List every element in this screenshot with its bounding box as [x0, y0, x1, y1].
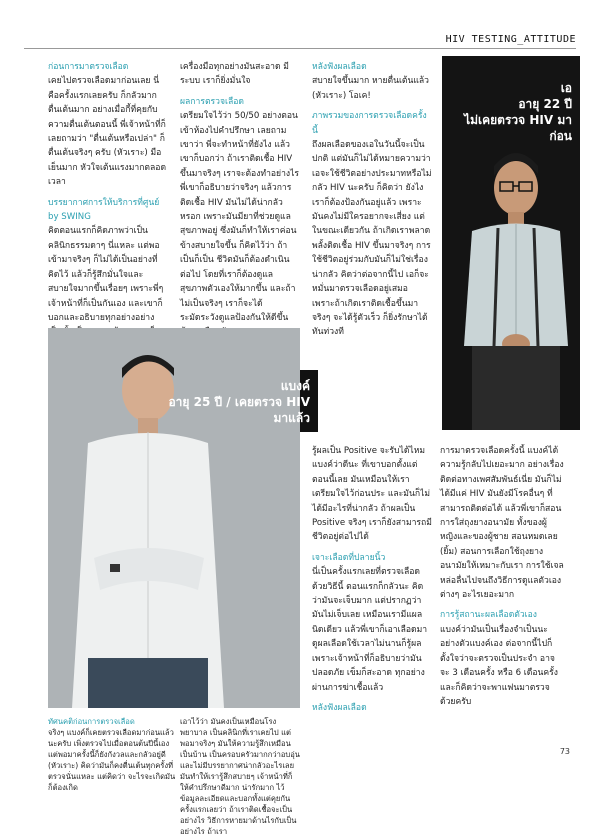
paragraph: สบายใจขึ้นมาก หายตื่นเต้นแล้ว (หัวเราะ) โอเค!: [312, 76, 429, 101]
subheading-after-result: หลังฟังผลเลือด: [312, 702, 367, 713]
paragraph: เคยไปตรวจเลือดมาก่อนเลย นี่คือครั้งแรกเลยครับ ก็กลัวมาก ตื่นเต้นมาก อย่างเมื่อกี้ที่คุยกับความตื่นเต้นตอนนี้ พี่เจ้าหน้าที่ก็เลยถามว่า "ตื่นเต้นหรือเปล่า" ก็ตื่นเต้นจริงๆ ครับ (หัวเราะ) มือเย็นมาก หัวใจเต้นแรงมากตลอดเวลา: [48, 76, 167, 188]
section-label: HIV TESTING_ATTITUDE: [445, 34, 576, 45]
paragraph: เครื่องมือทุกอย่างมันสะอาด มีระบบ เราก็ยิ่งมั่นใจ: [180, 62, 289, 87]
subheading-service-atmosphere: บรรยากาศการให้บริการที่ศูนย์ by SWING: [48, 197, 160, 223]
caption-name: เอ: [560, 81, 572, 95]
article-column-bottom-left: [48, 716, 176, 793]
subheading-finger-prick: เจาะเลือดที่ปลายนิ้ว: [312, 552, 386, 563]
caption-age: อายุ 22 ปี: [518, 97, 572, 111]
paragraph: แบงค์ว่ามันเป็นเรื่องจำเป็นนะ อย่างตัวแบงค์เอง ต่อจากนี้ไปก็ตั้งใจว่าจะตรวจเป็นประจำ อาจจะ 3 เดือนครั้ง หรือ 6 เดือนครั้ง และก็คิดว่าจะพาแฟนมาตรวจด้วยครับ: [440, 624, 558, 707]
article-column-bottom-mid: [180, 716, 300, 837]
subheading-before-test: ก่อนการมาตรวจเลือด: [48, 62, 129, 72]
paragraph: การมาตรวจเลือดครั้งนี้ แบงค์ได้ความรู้กลับไปเยอะมาก อย่างเรื่องติดต่อทางเพศสัมพันธ์เนี่ย มันก็ไม่ได้มีแค่ HIV มันยังมีโรคอื่นๆ ที่สามารถติดต่อได้ แล้วพี่เขาก็สอนการใส่ถุงยางอนามัย ทั้งของผู้หญิงและของผู้ชาย สอนหมดเลย (ยิ้ม) สอนการเลือกใช้ถุงยางอนามัยให้เหมาะกับเรา การใช้เจลหล่อลื่นไปจนถึงวิธีการดูแลตัวเองต่างๆ อะไรเยอะมาก: [440, 446, 564, 601]
paragraph: ถึงผลเลือดของเอในวันนี้จะเป็นปกติ แต่มันก็ไม่ได้หมายความว่าเอจะใช้ชีวิตอย่างประมาทหรือไม่กลัว HIV นะครับ ก็คิดว่า ยังไงเราก็ต้องป้องกันอยู่แล้ว เพราะมันคงไม่มีใครอยากจะเสี่ยง แต่ในขณะเดียวกัน ถ้าเกิดเราพลาดพลั้งติดเชื้อ HIV ขึ้นมาจริงๆ การใช้ชีวิตอยู่ร่วมกับมันก็ไม่ใช่เรื่องน่ากลัว คิดว่าต่อจากนี้ไป เอก็จะหมั่นมาตรวจเลือดอยู่เสมอ เพราะถ้าเกิดเราติดเชื้อขึ้นมาจริงๆ จะได้รู้ตัวเร็ว ก็ยิ่งรักษาได้ทันท่วงที: [312, 140, 432, 338]
article-column-2: [180, 60, 300, 346]
paragraph: จริงๆ แบงค์ก็เคยตรวจเลือดมาก่อนแล้วนะครับ เพิ่งตรวจไปเมื่อตอนต้นปีนี้เอง แต่พอมาครั้งนี้ก็ยังกังวลและกลัวอยู่ดี (หัวเราะ) คิดว่ามันก็คงตื่นเต้นทุกครั้งที่ตรวจนั่นแหละ แต่คิดว่า จะไรจะเกิดมันก็ต้องเกิด: [48, 728, 176, 792]
subheading-after-result: หลังฟังผลเลือด: [312, 62, 367, 72]
caption-status: ไม่เคยตรวจ HIV มาก่อน: [464, 113, 572, 143]
page-number: 73: [559, 747, 570, 756]
paragraph: นี่เป็นครั้งแรกเลยที่ตรวจเลือดด้วยวิธีนี้ ตอนแรกก็กลัวนะ คิดว่ามันจะเจ็บมาก แต่ปรากฏว่ามันไม่เจ็บเลย เหมือนเรามีแผลนิดเดียว แล้วพี่เขาก็เอาเลือดมาดูผลเลือดใช้เวลาไม่นานก็รู้ผล เพราะเจ้าหน้าที่ก็อธิบายว่ามันปลอดภัย เข็มก็สะอาด ทุกอย่างผ่านการฆ่าเชื้อแล้ว: [312, 567, 428, 693]
subheading-overview: ภาพรวมของการตรวจเลือดครั้งนี้: [312, 111, 427, 136]
caption-age-status: อายุ 25 ปี / เคยตรวจ HIV มาแล้ว: [168, 395, 310, 425]
article-column-bottom-3: [312, 444, 432, 715]
subheading-know-status: การรู้สถานะผลเลือดตัวเอง: [440, 610, 537, 621]
subheading-blood-result: ผลการตรวจเลือด: [180, 96, 244, 107]
subheading-attitude-before: ทัศนคติก่อนการตรวจเลือด: [48, 717, 135, 726]
paragraph: เอาไว้ว่า มันคงเป็นเหมือนโรงพยาบาล เป็นคลินิกที่เราเคยไป แต่พอมาจริงๆ มันให้ความรู้สึกเหมือนเป็นบ้าน เป็นครอบครัวมากกว่าอบอุ่น และไม่มีบรรยากาศน่ากลัวอะไรเลย มันทำให้เรารู้สึกสบายๆ เจ้าหน้าที่ก็ให้คำปรึกษาดีมาก น่ารักมาก ไว้ข้อมูลละเอียดและบอกทั้งแต่คุยกันครั้งแรกเลยว่า ถ้าเราติดเชื้อจะเป็นอย่างไร วิธีการหายมาด้านไรกับเป็นอย่างไร ถ้าเรา: [180, 717, 300, 836]
caption-person-bank: [160, 378, 310, 426]
header-divider: [24, 48, 576, 49]
article-column-bottom-4: [440, 444, 564, 715]
article-column-3: [312, 60, 432, 346]
paragraph: คิดตอนแรกก็คิดภาพว่าเป็นคลินิกธรรมดาๆ นี่แหละ แต่พอเข้ามาจริงๆ ก็ไม่ได้เป็นอย่างที่คิดไว้ แล้วก็รู้สึกมั่นใจและสบายใจมากขึ้นเรื่อยๆ เพราะพี่ๆ เจ้าหน้าที่ก็เป็นกันเอง และเขาก็บอกและอธิบายทุกอย่างอย่าง: [48, 226, 164, 323]
article-column-1: [48, 60, 168, 360]
caption-person-a: [452, 80, 572, 144]
paragraph: รู้ผลเป็น Positive จะรับได้ไหม แบงค์ว่าดีนะ ที่เขาบอกตั้งแต่ตอนนี้เลย มันเหมือนให้เราเตรียมใจไว้ก่อนประ และมันก็ไม่ได้มีอะไรที่น่ากลัว ถ้าผลเป็น Positive จริงๆ เราก็ยังสามารถมีชีวิตอยู่ต่อไปได้: [312, 446, 432, 543]
paragraph: เตรียมใจไว้ว่า 50/50 อย่างตอนเข้าห้องไปคำปรึกษา เลยถามเขาว่า พี่จะทำหน้าที่ยังไง แล้วเขาก็บอกว่า ถ้าเราติดเชื้อ HIV ขึ้นมาจริงๆ เราจะต้องทำอย่างไร พี่เขาก็อธิบายว่าจริงๆ แล้วการติดเชื้อ HIV มันไม่ได้น่ากลัวหรอก เพราะมันมียาที่ช่วยดูแลสุขภาพอยู่ ซึ่งมันก็ทำให้เราค่อนข้างสบายใจขึ้น ก็คิดไว้ว่า ถ้าเป็นก็เป็น ชีวิตมันก็ต้องดำเนินต่อไป โดยที่เราก็ต้องดูแลสุขภาพตัวเองให้มากขึ้น และถ้าไม่เป็นจริงๆ เราก็จะได้ระมัดระวังดูแลป้องกันให้ดีขึ้น: [180, 111, 300, 323]
caption-name: แบงค์: [280, 379, 310, 393]
